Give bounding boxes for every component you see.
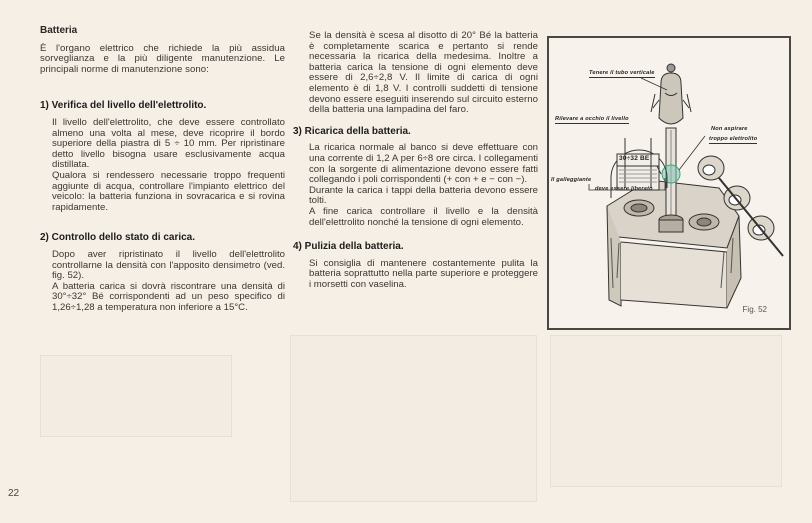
page-number: 22 [8,488,20,499]
section-title: 1) Verifica del livello dell'elettrolito. [40,100,207,112]
section-paragraph: Qualora si rendessero necessarie troppo frequenti aggiunte di acqua, controllare l'impianto elettrico del veicolo: la batteria funziona in sovracarica e si rovina rapidamente. [52,169,285,213]
section-electrolyte-level [40,101,285,213]
callout-read-level: Rilevare a occhio il livello [555,116,629,122]
section-paragraph: A fine carica controllare il livello e la densità dell'elettrolito nonché la tensione di ogni elemento. [309,205,538,228]
callout-float-line1: Il galleggiante [551,177,592,183]
section-title: 3) Ricarica della batteria. [293,125,411,137]
page-title: Batteria [40,25,78,36]
section-cleaning [293,242,538,290]
section-paragraph: Durante la carica i tappi della batteria devono essere tolti. [309,184,538,207]
figure-52 [547,36,791,330]
hydrometer-battery-illustration [549,38,789,328]
section-title: 2) Controllo dello stato di carica. [40,232,196,244]
callout-no-suction-line2: troppo elettrolito [709,136,758,142]
figure-caption: Fig. 52 [742,305,767,314]
callout-no-suction-line1: Non aspirare [711,126,748,132]
section-paragraph: Dopo aver ripristinato il livello dell'elettrolito controllarne la densità con l'apposito densimetro (ved. fig. 52). [52,248,285,282]
scale-label: 30÷32 BE [619,155,650,162]
bleed-through-shape [290,335,537,502]
section-paragraph: La ricarica normale al banco si deve effettuare con una corrente di 1,2 A per 6÷8 ore circa. I collegamenti con la sorgente di alimentazione devono essere fatti collegando i poli corrispondenti (+ con + e − con −). [309,142,538,186]
left-column [40,26,285,313]
density-paragraph: Se la densità è scesa al disotto di 20° Bé la batteria è completamente scarica e pertanto si rende necessaria la ricarica della medesima. Inoltre a batteria carica la tensione di ogni elemento deve essere di 2,6÷2,8 V. Il limite di carica di ogni elemento è di 1,8 V. I controlli suddetti di tensione devono essere eseguiti inserendo sul circuito esterno della batteria una lampadina del faro. [309,30,538,116]
section-paragraph: Si consiglia di mantenere costantemente pulita la batteria soprattutto nella parte superiore e proteggere i morsetti con vaselina. [309,257,538,290]
section-title: 4) Pulizia della batteria. [293,241,404,253]
middle-column [293,31,538,290]
section-paragraph: A batteria carica si dovrà riscontrare una densità di 30°÷32° Bé corrispondenti ad un peso specifico di 1,26÷1,28 a temperatura non inferiore a 15°C. [52,280,285,313]
intro-paragraph: È l'organo elettrico che richiede la più assidua sorveglianza e la più diligente manutenzione. Le principali norme di manutenzione sono: [40,42,285,75]
bleed-through-shape [550,335,782,487]
section-paragraph: Il livello dell'elettrolito, che deve essere controllato almeno una volta al mese, deve ricoprire il bordo superiore della piastra di 5 ÷ 10 mm. Per ripristinare detto livello bisogna usare esclusivamente acqua distillata. [52,116,285,171]
callout-keep-tube-vertical: Tenere il tubo verticale [589,70,655,76]
bleed-through-shape [40,355,232,437]
section-recharge [293,127,538,228]
callout-float-line2: deve essere liberato [595,186,653,192]
section-charge-check [40,233,285,313]
